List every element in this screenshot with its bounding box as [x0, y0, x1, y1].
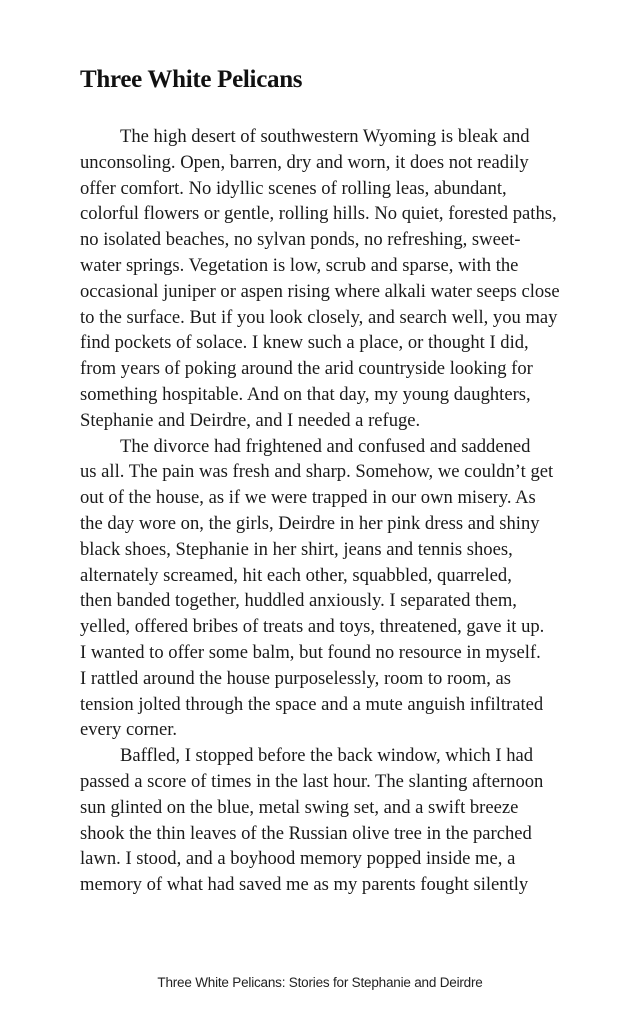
text-line: every corner.	[80, 719, 178, 741]
text-line: black shoes, Stephanie in her shirt, jeans and tennis shoes,	[80, 538, 513, 560]
text-line: find pockets of solace. I knew such a place, or thought I did,	[80, 332, 529, 354]
text-line: from years of poking around the arid countryside looking for	[80, 358, 533, 380]
paragraph-first-line: The high desert of southwestern Wyoming is bleak and	[120, 126, 530, 147]
text-line: to the surface. But if you look closely, and search well, you may	[80, 306, 558, 328]
text-line: I rattled around the house purposelessly, room to room, as	[80, 667, 512, 689]
text-line: lawn. I stood, and a boyhood memory popped inside me, a	[80, 848, 516, 870]
text-line: us all. The pain was fresh and sharp. Somehow, we couldn’t get	[80, 461, 554, 483]
text-line: then banded together, huddled anxiously. I separated them,	[80, 590, 517, 612]
text-line: unconsoling. Open, barren, dry and worn, it does not readily	[80, 151, 529, 173]
text-line: occasional juniper or aspen rising where alkali water seeps close	[80, 280, 560, 302]
text-line: shook the thin leaves of the Russian olive tree in the parched	[80, 822, 532, 844]
paragraph-first-line: Baffled, I stopped before the back window, which I had	[120, 745, 534, 767]
text-line: sun glinted on the blue, metal swing set, and a swift breeze	[80, 796, 519, 818]
text-line: the day wore on, the girls, Deirdre in her pink dress and shiny	[80, 512, 540, 534]
text-line: no isolated beaches, no sylvan ponds, no refreshing, sweet-	[80, 229, 521, 251]
body-text	[80, 124, 580, 898]
text-line: something hospitable. And on that day, my young daughters,	[80, 383, 531, 405]
text-line: passed a score of times in the last hour. The slanting afternoon	[80, 770, 544, 792]
text-line: water springs. Vegetation is low, scrub and sparse, with the	[80, 254, 519, 276]
text-line: colorful flowers or gentle, rolling hills. No quiet, forested paths,	[80, 203, 557, 225]
chapter-title: Three White Pelicans	[80, 66, 303, 93]
text-line: memory of what had saved me as my parents fought silently	[80, 874, 529, 896]
text-line: tension jolted through the space and a mute anguish infiltrated	[80, 693, 544, 715]
text-line: offer comfort. No idyllic scenes of rolling leas, abundant,	[80, 177, 507, 199]
text-line: yelled, offered bribes of treats and toys, threatened, gave it up.	[80, 616, 545, 638]
text-line: out of the house, as if we were trapped in our own misery. As	[80, 487, 536, 509]
text-line: I wanted to offer some balm, but found no resource in myself.	[80, 641, 541, 663]
text-line: alternately screamed, hit each other, squabbled, quarreled,	[80, 564, 512, 586]
running-footer: Three White Pelicans: Stories for Stephanie and Deirdre	[157, 975, 483, 990]
text-line: Stephanie and Deirdre, and I needed a refuge.	[80, 409, 421, 431]
paragraph-first-line: The divorce had frightened and confused and saddened	[120, 435, 531, 457]
